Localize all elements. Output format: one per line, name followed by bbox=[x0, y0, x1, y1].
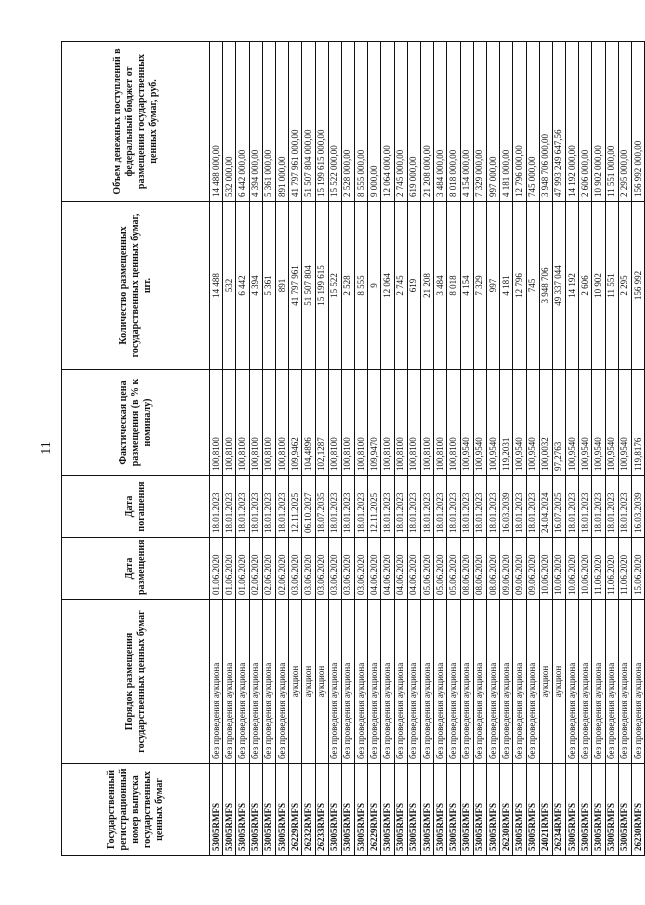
table-row bbox=[289, 42, 302, 856]
cell-registration-number: 53005RMFS bbox=[355, 764, 368, 856]
cell-registration-number: 53005RMFS bbox=[381, 764, 394, 856]
cell-maturity-date: 16.07.2025 bbox=[552, 476, 565, 538]
cell-registration-number: 53005RMFS bbox=[421, 764, 434, 856]
cell-quantity: 51 507 804 bbox=[302, 202, 315, 370]
cell-maturity-date: 18.07.2035 bbox=[315, 476, 328, 538]
cell-budget-proceeds: 3 484 000,00 bbox=[434, 42, 447, 202]
cell-placement-price: 104,4896 bbox=[302, 370, 315, 476]
cell-placement-date: 05.06.2020 bbox=[421, 538, 434, 600]
cell-placement-method: без проведения аукциона bbox=[579, 600, 592, 764]
cell-budget-proceeds: 14 192 000,00 bbox=[566, 42, 579, 202]
cell-quantity: 14 488 bbox=[210, 202, 223, 370]
cell-placement-date: 11.06.2020 bbox=[618, 538, 631, 600]
cell-maturity-date: 18.01.2023 bbox=[566, 476, 579, 538]
table-row bbox=[236, 42, 249, 856]
cell-placement-date: 10.06.2020 bbox=[539, 538, 552, 600]
cell-registration-number: 53005RMFS bbox=[579, 764, 592, 856]
cell-registration-number: 53005RMFS bbox=[618, 764, 631, 856]
cell-budget-proceeds: 21 208 000,00 bbox=[421, 42, 434, 202]
cell-budget-proceeds: 2 606 000,00 bbox=[579, 42, 592, 202]
cell-registration-number: 53005RMFS bbox=[341, 764, 354, 856]
cell-budget-proceeds: 14 488 000,00 bbox=[210, 42, 223, 202]
cell-budget-proceeds: 2 528 000,00 bbox=[341, 42, 354, 202]
cell-budget-proceeds: 4 181 000,00 bbox=[500, 42, 513, 202]
cell-quantity: 891 bbox=[275, 202, 288, 370]
cell-quantity: 12 064 bbox=[381, 202, 394, 370]
cell-placement-date: 03.06.2020 bbox=[289, 538, 302, 600]
cell-placement-method: без проведения аукциона bbox=[381, 600, 394, 764]
cell-maturity-date: 18.01.2023 bbox=[526, 476, 539, 538]
cell-placement-date: 11.06.2020 bbox=[605, 538, 618, 600]
table-row bbox=[473, 42, 486, 856]
cell-budget-proceeds: 7 329 000,00 bbox=[473, 42, 486, 202]
cell-registration-number: 53005RMFS bbox=[447, 764, 460, 856]
cell-budget-proceeds: 745 000,00 bbox=[526, 42, 539, 202]
cell-placement-date: 04.06.2020 bbox=[381, 538, 394, 600]
cell-placement-price: 100,9540 bbox=[473, 370, 486, 476]
cell-placement-price: 100,8100 bbox=[421, 370, 434, 476]
cell-registration-number: 53005RMFS bbox=[513, 764, 526, 856]
cell-placement-price: 109,9470 bbox=[368, 370, 381, 476]
cell-quantity: 2 745 bbox=[394, 202, 407, 370]
cell-placement-price: 100,9540 bbox=[526, 370, 539, 476]
cell-placement-date: 09.06.2020 bbox=[513, 538, 526, 600]
cell-maturity-date: 18.01.2023 bbox=[579, 476, 592, 538]
cell-quantity: 15 199 615 bbox=[315, 202, 328, 370]
cell-quantity: 41 797 961 bbox=[289, 202, 302, 370]
cell-budget-proceeds: 6 442 000,00 bbox=[236, 42, 249, 202]
cell-placement-date: 02.06.2020 bbox=[249, 538, 262, 600]
cell-placement-date: 10.06.2020 bbox=[566, 538, 579, 600]
cell-budget-proceeds: 47 993 249 647,56 bbox=[552, 42, 565, 202]
cell-placement-method: без проведения аукциона bbox=[460, 600, 473, 764]
cell-maturity-date: 18.01.2023 bbox=[592, 476, 605, 538]
cell-placement-price: 97,2763 bbox=[552, 370, 565, 476]
table-row bbox=[315, 42, 328, 856]
cell-maturity-date: 16.03.2039 bbox=[632, 476, 645, 538]
cell-quantity: 12 796 bbox=[513, 202, 526, 370]
cell-placement-method: без проведения аукциона bbox=[434, 600, 447, 764]
cell-budget-proceeds: 4 394 000,00 bbox=[249, 42, 262, 202]
cell-placement-method: без проведения аукциона bbox=[605, 600, 618, 764]
cell-quantity: 4 394 bbox=[249, 202, 262, 370]
cell-placement-method: без проведения аукциона bbox=[526, 600, 539, 764]
cell-registration-number: 53005RMFS bbox=[236, 764, 249, 856]
cell-registration-number: 53005RMFS bbox=[262, 764, 275, 856]
cell-quantity: 8 018 bbox=[447, 202, 460, 370]
cell-maturity-date: 18.01.2023 bbox=[249, 476, 262, 538]
table-row bbox=[500, 42, 513, 856]
cell-registration-number: 53005RMFS bbox=[486, 764, 499, 856]
cell-quantity: 11 551 bbox=[605, 202, 618, 370]
header-placement-date: Дата размещения bbox=[62, 538, 210, 600]
cell-maturity-date: 18.01.2023 bbox=[618, 476, 631, 538]
cell-placement-method: без проведения аукциона bbox=[262, 600, 275, 764]
cell-quantity: 5 361 bbox=[262, 202, 275, 370]
cell-budget-proceeds: 15 522 000,00 bbox=[328, 42, 341, 202]
cell-maturity-date: 24.04.2024 bbox=[539, 476, 552, 538]
header-registration-number: Государственный регистрационный номер выпуска государственных ценных бумаг bbox=[62, 764, 210, 856]
cell-quantity: 7 329 bbox=[473, 202, 486, 370]
rotated-table-container bbox=[61, 42, 643, 856]
cell-placement-method: аукцион bbox=[552, 600, 565, 764]
cell-registration-number: 53005RMFS bbox=[394, 764, 407, 856]
cell-placement-method: без проведения аукциона bbox=[513, 600, 526, 764]
cell-maturity-date: 18.01.2023 bbox=[262, 476, 275, 538]
cell-placement-method: аукцион bbox=[315, 600, 328, 764]
cell-placement-price: 100,8100 bbox=[223, 370, 236, 476]
cell-registration-number: 26232RMFS bbox=[302, 764, 315, 856]
cell-placement-price: 100,8100 bbox=[434, 370, 447, 476]
cell-maturity-date: 18.01.2023 bbox=[381, 476, 394, 538]
table-row bbox=[223, 42, 236, 856]
cell-registration-number: 53005RMFS bbox=[460, 764, 473, 856]
table-row bbox=[275, 42, 288, 856]
cell-quantity: 619 bbox=[407, 202, 420, 370]
cell-registration-number: 26229RMFS bbox=[289, 764, 302, 856]
cell-placement-method: без проведения аукциона bbox=[394, 600, 407, 764]
cell-registration-number: 26230RMFS bbox=[632, 764, 645, 856]
cell-placement-price: 100,8100 bbox=[407, 370, 420, 476]
cell-maturity-date: 18.01.2023 bbox=[275, 476, 288, 538]
cell-maturity-date: 18.01.2023 bbox=[341, 476, 354, 538]
table-row bbox=[579, 42, 592, 856]
header-budget-proceeds: Объем денежных поступлений в федеральный бюджет от размещения государственных ценных бумаг, руб. bbox=[62, 42, 210, 202]
cell-registration-number: 53005RMFS bbox=[407, 764, 420, 856]
cell-placement-date: 04.06.2020 bbox=[407, 538, 420, 600]
cell-placement-price: 100,8100 bbox=[262, 370, 275, 476]
cell-budget-proceeds: 5 361 000,00 bbox=[262, 42, 275, 202]
cell-registration-number: 24021RMFS bbox=[539, 764, 552, 856]
cell-budget-proceeds: 156 992 000,00 bbox=[632, 42, 645, 202]
cell-registration-number: 53005RMFS bbox=[605, 764, 618, 856]
table-row bbox=[632, 42, 645, 856]
cell-placement-date: 09.06.2020 bbox=[500, 538, 513, 600]
table-row bbox=[341, 42, 354, 856]
table-row bbox=[592, 42, 605, 856]
cell-budget-proceeds: 619 000,00 bbox=[407, 42, 420, 202]
cell-placement-price: 100,8100 bbox=[275, 370, 288, 476]
cell-maturity-date: 06.10.2027 bbox=[302, 476, 315, 538]
cell-quantity: 10 902 bbox=[592, 202, 605, 370]
cell-placement-price: 100,9540 bbox=[579, 370, 592, 476]
cell-budget-proceeds: 12 064 000,00 bbox=[381, 42, 394, 202]
cell-quantity: 14 192 bbox=[566, 202, 579, 370]
cell-quantity: 8 555 bbox=[355, 202, 368, 370]
cell-quantity: 745 bbox=[526, 202, 539, 370]
cell-placement-price: 100,9540 bbox=[513, 370, 526, 476]
cell-budget-proceeds: 10 902 000,00 bbox=[592, 42, 605, 202]
cell-placement-method: без проведения аукциона bbox=[632, 600, 645, 764]
cell-maturity-date: 18.01.2023 bbox=[513, 476, 526, 538]
cell-quantity: 3 484 bbox=[434, 202, 447, 370]
cell-placement-method: без проведения аукциона bbox=[236, 600, 249, 764]
cell-placement-date: 04.06.2020 bbox=[368, 538, 381, 600]
cell-placement-price: 100,9540 bbox=[566, 370, 579, 476]
cell-placement-method: без проведения аукциона bbox=[421, 600, 434, 764]
cell-placement-price: 100,9540 bbox=[618, 370, 631, 476]
table-row bbox=[434, 42, 447, 856]
cell-placement-method: без проведения аукциона bbox=[407, 600, 420, 764]
cell-placement-method: аукцион bbox=[302, 600, 315, 764]
cell-quantity: 9 bbox=[368, 202, 381, 370]
cell-quantity: 49 337 044 bbox=[552, 202, 565, 370]
cell-placement-method: без проведения аукциона bbox=[249, 600, 262, 764]
cell-budget-proceeds: 4 154 000,00 bbox=[460, 42, 473, 202]
cell-placement-method: без проведения аукциона bbox=[368, 600, 381, 764]
cell-placement-date: 01.06.2020 bbox=[236, 538, 249, 600]
cell-registration-number: 53005RMFS bbox=[210, 764, 223, 856]
cell-quantity: 4 154 bbox=[460, 202, 473, 370]
cell-placement-date: 05.06.2020 bbox=[447, 538, 460, 600]
cell-budget-proceeds: 532 000,00 bbox=[223, 42, 236, 202]
cell-maturity-date: 18.01.2023 bbox=[421, 476, 434, 538]
cell-placement-price: 100,9540 bbox=[460, 370, 473, 476]
cell-placement-date: 02.06.2020 bbox=[275, 538, 288, 600]
cell-quantity: 2 528 bbox=[341, 202, 354, 370]
cell-maturity-date: 18.01.2023 bbox=[355, 476, 368, 538]
table-row bbox=[460, 42, 473, 856]
cell-placement-method: без проведения аукциона bbox=[210, 600, 223, 764]
table-row bbox=[618, 42, 631, 856]
cell-placement-price: 100,8100 bbox=[328, 370, 341, 476]
table-body bbox=[210, 42, 645, 856]
cell-placement-date: 03.06.2020 bbox=[355, 538, 368, 600]
cell-budget-proceeds: 3 948 706 000,00 bbox=[539, 42, 552, 202]
cell-quantity: 6 442 bbox=[236, 202, 249, 370]
cell-placement-price: 119,8176 bbox=[632, 370, 645, 476]
table-row bbox=[539, 42, 552, 856]
cell-placement-price: 119,2031 bbox=[500, 370, 513, 476]
table-row bbox=[486, 42, 499, 856]
cell-placement-date: 09.06.2020 bbox=[526, 538, 539, 600]
cell-placement-price: 100,8100 bbox=[236, 370, 249, 476]
cell-registration-number: 26234RMFS bbox=[552, 764, 565, 856]
table-row bbox=[249, 42, 262, 856]
cell-maturity-date: 12.11.2025 bbox=[368, 476, 381, 538]
cell-placement-date: 08.06.2020 bbox=[473, 538, 486, 600]
cell-maturity-date: 18.01.2023 bbox=[394, 476, 407, 538]
cell-quantity: 15 522 bbox=[328, 202, 341, 370]
table-row bbox=[381, 42, 394, 856]
cell-maturity-date: 18.01.2023 bbox=[407, 476, 420, 538]
cell-quantity: 2 295 bbox=[618, 202, 631, 370]
cell-budget-proceeds: 8 018 000,00 bbox=[447, 42, 460, 202]
cell-placement-method: аукцион bbox=[289, 600, 302, 764]
table-row bbox=[328, 42, 341, 856]
cell-maturity-date: 18.01.2023 bbox=[328, 476, 341, 538]
table-row bbox=[447, 42, 460, 856]
cell-placement-date: 05.06.2020 bbox=[434, 538, 447, 600]
cell-budget-proceeds: 2 745 000,00 bbox=[394, 42, 407, 202]
cell-registration-number: 26233RMFS bbox=[315, 764, 328, 856]
cell-placement-price: 109,9462 bbox=[289, 370, 302, 476]
cell-placement-method: без проведения аукциона bbox=[447, 600, 460, 764]
cell-placement-method: без проведения аукциона bbox=[473, 600, 486, 764]
cell-placement-price: 100,8100 bbox=[381, 370, 394, 476]
cell-placement-price: 100,8100 bbox=[355, 370, 368, 476]
cell-maturity-date: 18.01.2023 bbox=[236, 476, 249, 538]
table-row bbox=[407, 42, 420, 856]
cell-budget-proceeds: 8 555 000,00 bbox=[355, 42, 368, 202]
cell-maturity-date: 18.01.2023 bbox=[210, 476, 223, 538]
cell-quantity: 21 208 bbox=[421, 202, 434, 370]
cell-placement-method: без проведения аукциона bbox=[328, 600, 341, 764]
cell-registration-number: 26230RMFS bbox=[500, 764, 513, 856]
cell-placement-date: 10.06.2020 bbox=[552, 538, 565, 600]
cell-maturity-date: 18.01.2023 bbox=[460, 476, 473, 538]
cell-placement-date: 03.06.2020 bbox=[315, 538, 328, 600]
cell-placement-price: 100,8100 bbox=[394, 370, 407, 476]
cell-placement-method: без проведения аукциона bbox=[355, 600, 368, 764]
cell-placement-price: 102,1287 bbox=[315, 370, 328, 476]
cell-placement-date: 03.06.2020 bbox=[341, 538, 354, 600]
table-row bbox=[302, 42, 315, 856]
cell-placement-date: 11.06.2020 bbox=[592, 538, 605, 600]
header-placement-price: Фактическая цена размещения (в % к номиналу) bbox=[62, 370, 210, 476]
cell-budget-proceeds: 997 000,00 bbox=[486, 42, 499, 202]
table-row bbox=[513, 42, 526, 856]
cell-budget-proceeds: 41 797 961 000,00 bbox=[289, 42, 302, 202]
cell-budget-proceeds: 12 796 000,00 bbox=[513, 42, 526, 202]
cell-placement-method: без проведения аукциона bbox=[500, 600, 513, 764]
cell-registration-number: 53005RMFS bbox=[592, 764, 605, 856]
cell-registration-number: 53005RMFS bbox=[473, 764, 486, 856]
table-row bbox=[355, 42, 368, 856]
cell-registration-number: 53005RMFS bbox=[566, 764, 579, 856]
table-row bbox=[394, 42, 407, 856]
cell-budget-proceeds: 15 199 615 000,00 bbox=[315, 42, 328, 202]
cell-registration-number: 26229RMFS bbox=[368, 764, 381, 856]
cell-placement-method: без проведения аукциона bbox=[341, 600, 354, 764]
cell-placement-date: 03.06.2020 bbox=[328, 538, 341, 600]
table-row bbox=[605, 42, 618, 856]
cell-budget-proceeds: 891 000,00 bbox=[275, 42, 288, 202]
cell-maturity-date: 16.03.2039 bbox=[500, 476, 513, 538]
cell-placement-price: 100,8100 bbox=[341, 370, 354, 476]
cell-placement-date: 01.06.2020 bbox=[210, 538, 223, 600]
cell-quantity: 156 992 bbox=[632, 202, 645, 370]
table-row bbox=[526, 42, 539, 856]
cell-placement-method: без проведения аукциона bbox=[223, 600, 236, 764]
cell-quantity: 532 bbox=[223, 202, 236, 370]
cell-quantity: 997 bbox=[486, 202, 499, 370]
cell-maturity-date: 18.01.2023 bbox=[473, 476, 486, 538]
cell-registration-number: 53005RMFS bbox=[328, 764, 341, 856]
cell-placement-method: без проведения аукциона bbox=[592, 600, 605, 764]
cell-placement-method: аукцион bbox=[539, 600, 552, 764]
cell-placement-date: 08.06.2020 bbox=[460, 538, 473, 600]
table-row bbox=[421, 42, 434, 856]
cell-registration-number: 53005RMFS bbox=[434, 764, 447, 856]
cell-maturity-date: 12.11.2025 bbox=[289, 476, 302, 538]
cell-registration-number: 53005RMFS bbox=[249, 764, 262, 856]
securities-placement-table bbox=[61, 41, 645, 856]
cell-placement-method: без проведения аукциона bbox=[486, 600, 499, 764]
cell-maturity-date: 18.01.2023 bbox=[605, 476, 618, 538]
header-maturity-date: Дата погашения bbox=[62, 476, 210, 538]
table-row bbox=[210, 42, 223, 856]
cell-placement-price: 100,8100 bbox=[249, 370, 262, 476]
cell-placement-method: без проведения аукциона bbox=[566, 600, 579, 764]
page-number: 11 bbox=[39, 441, 54, 455]
cell-placement-date: 04.06.2020 bbox=[394, 538, 407, 600]
cell-placement-date: 02.06.2020 bbox=[262, 538, 275, 600]
table-row bbox=[262, 42, 275, 856]
cell-placement-price: 100,9540 bbox=[592, 370, 605, 476]
table-row bbox=[566, 42, 579, 856]
header-quantity: Количество размещенных государственных ценных бумаг, шт. bbox=[62, 202, 210, 370]
cell-registration-number: 53005RMFS bbox=[526, 764, 539, 856]
cell-budget-proceeds: 2 295 000,00 bbox=[618, 42, 631, 202]
cell-placement-date: 15.06.2020 bbox=[632, 538, 645, 600]
cell-budget-proceeds: 51 507 804 000,00 bbox=[302, 42, 315, 202]
cell-placement-date: 01.06.2020 bbox=[223, 538, 236, 600]
cell-placement-date: 08.06.2020 bbox=[486, 538, 499, 600]
cell-budget-proceeds: 11 551 000,00 bbox=[605, 42, 618, 202]
cell-placement-date: 10.06.2020 bbox=[579, 538, 592, 600]
cell-placement-date: 03.06.2020 bbox=[302, 538, 315, 600]
cell-placement-price: 100,8100 bbox=[447, 370, 460, 476]
table-header-row bbox=[62, 42, 210, 856]
header-placement-method: Порядок размещения государственных ценных бумаг bbox=[62, 600, 210, 764]
cell-placement-method: без проведения аукциона bbox=[275, 600, 288, 764]
cell-placement-price: 100,9540 bbox=[486, 370, 499, 476]
table-row bbox=[552, 42, 565, 856]
cell-registration-number: 53005RMFS bbox=[275, 764, 288, 856]
cell-maturity-date: 18.01.2023 bbox=[447, 476, 460, 538]
cell-registration-number: 53005RMFS bbox=[223, 764, 236, 856]
cell-placement-price: 100,8100 bbox=[210, 370, 223, 476]
cell-maturity-date: 18.01.2023 bbox=[434, 476, 447, 538]
cell-quantity: 2 606 bbox=[579, 202, 592, 370]
cell-placement-method: без проведения аукциона bbox=[618, 600, 631, 764]
cell-placement-price: 100,9540 bbox=[605, 370, 618, 476]
table-row bbox=[368, 42, 381, 856]
cell-maturity-date: 18.01.2023 bbox=[223, 476, 236, 538]
cell-quantity: 3 948 706 bbox=[539, 202, 552, 370]
cell-placement-price: 100,0032 bbox=[539, 370, 552, 476]
cell-quantity: 4 181 bbox=[500, 202, 513, 370]
cell-maturity-date: 18.01.2023 bbox=[486, 476, 499, 538]
cell-budget-proceeds: 9 000,00 bbox=[368, 42, 381, 202]
